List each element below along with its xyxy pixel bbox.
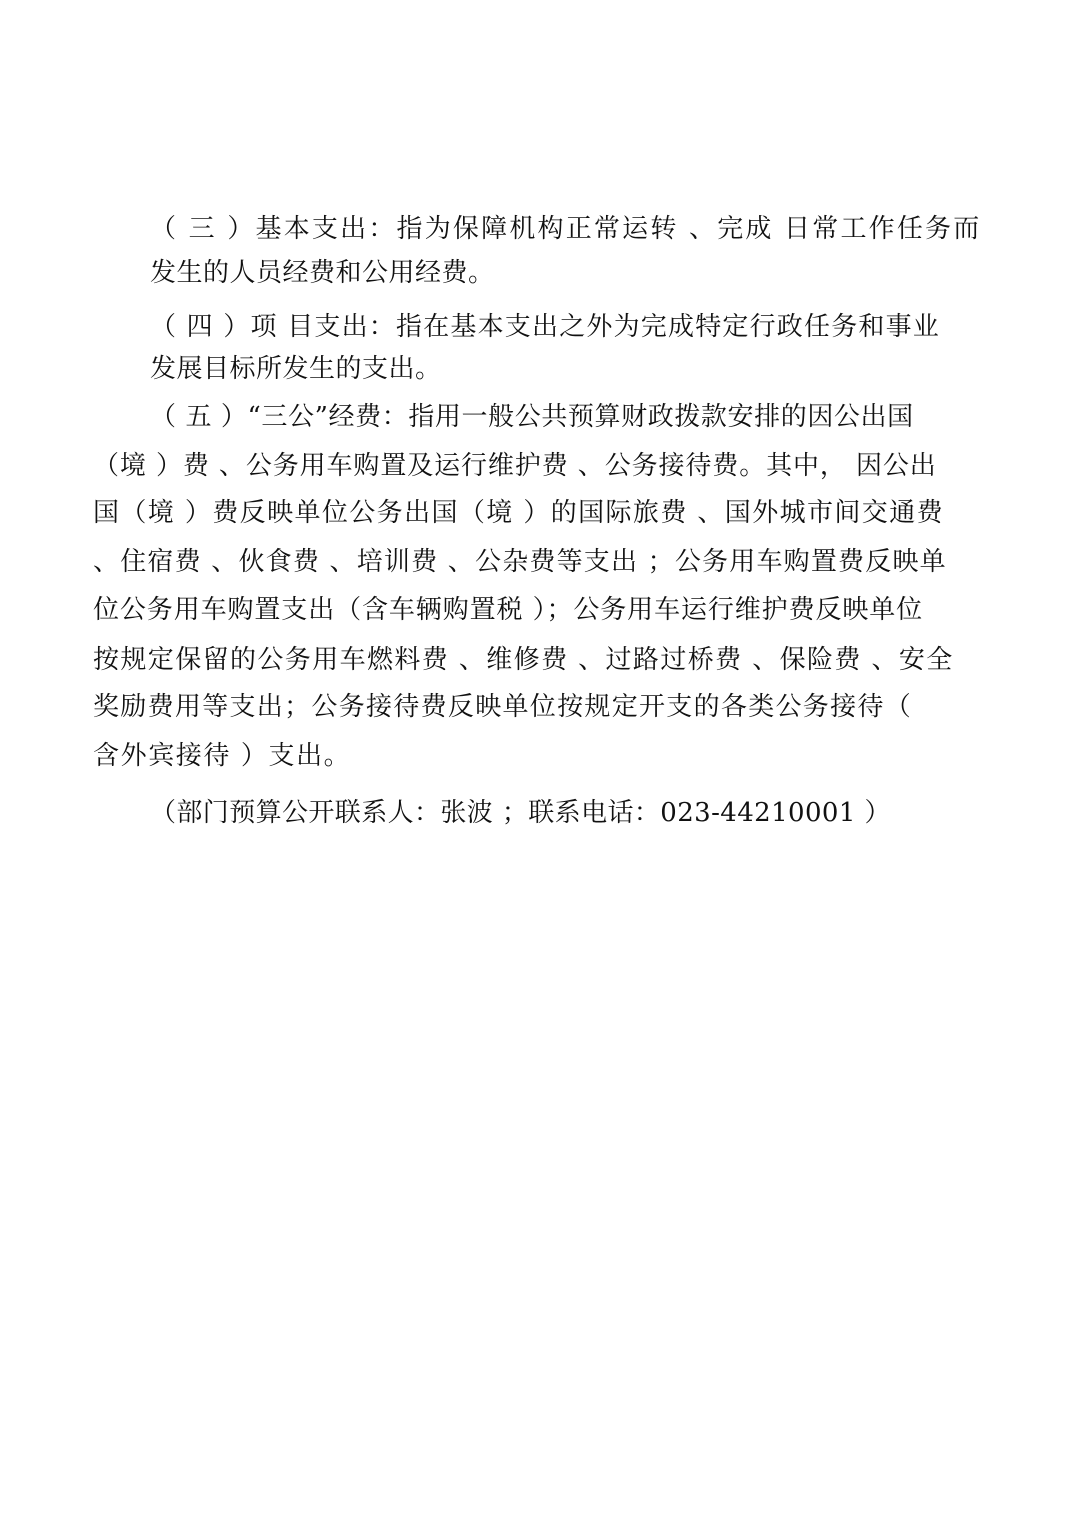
- paragraph-three-public-line-5: 位公务用车购置支出（含车辆购置税 ）；公务用车运行维护费反映单位: [93, 595, 924, 625]
- paragraph-basic-expenditure-line-2: 发生的人员经费和公用经费。: [150, 258, 495, 288]
- paragraph-three-public-line-3: 国（境 ）费反映单位公务出国（境 ）的国际旅费 、国外城市间交通费: [93, 498, 944, 528]
- contact-info-line: （部门预算公开联系人：张波 ；联系电话：023-44210001 ）: [150, 798, 891, 828]
- paragraph-three-public-line-2: （境 ）费 、公务用车购置及运行维护费 、公务接待费。其中， 因公出: [93, 451, 937, 481]
- paragraph-three-public-line-4: 、住宿费 、伙食费 、培训费 、公杂费等支出 ；公务用车购置费反映单: [93, 547, 947, 577]
- paragraph-three-public-line-1: （ 五 ）“三公”经费：指用一般公共预算财政拨款安排的因公出国: [150, 402, 914, 432]
- paragraph-project-expenditure-line-1: （ 四 ）项 目支出：指在基本支出之外为完成特定行政任务和事业: [150, 312, 940, 342]
- paragraph-three-public-line-8: 含外宾接待 ）支出。: [93, 741, 352, 771]
- paragraph-three-public-line-6: 按规定保留的公务用车燃料费 、维修费 、过路过桥费 、保险费 、安全: [93, 645, 954, 675]
- paragraph-three-public-line-7: 奖励费用等支出；公务接待费反映单位按规定开支的各类公务接待（: [93, 692, 913, 722]
- paragraph-basic-expenditure-line-1: （ 三 ）基本支出：指为保障机构正常运转 、完成 日常工作任务而: [150, 214, 982, 244]
- paragraph-project-expenditure-line-2: 发展目标所发生的支出。: [150, 354, 442, 384]
